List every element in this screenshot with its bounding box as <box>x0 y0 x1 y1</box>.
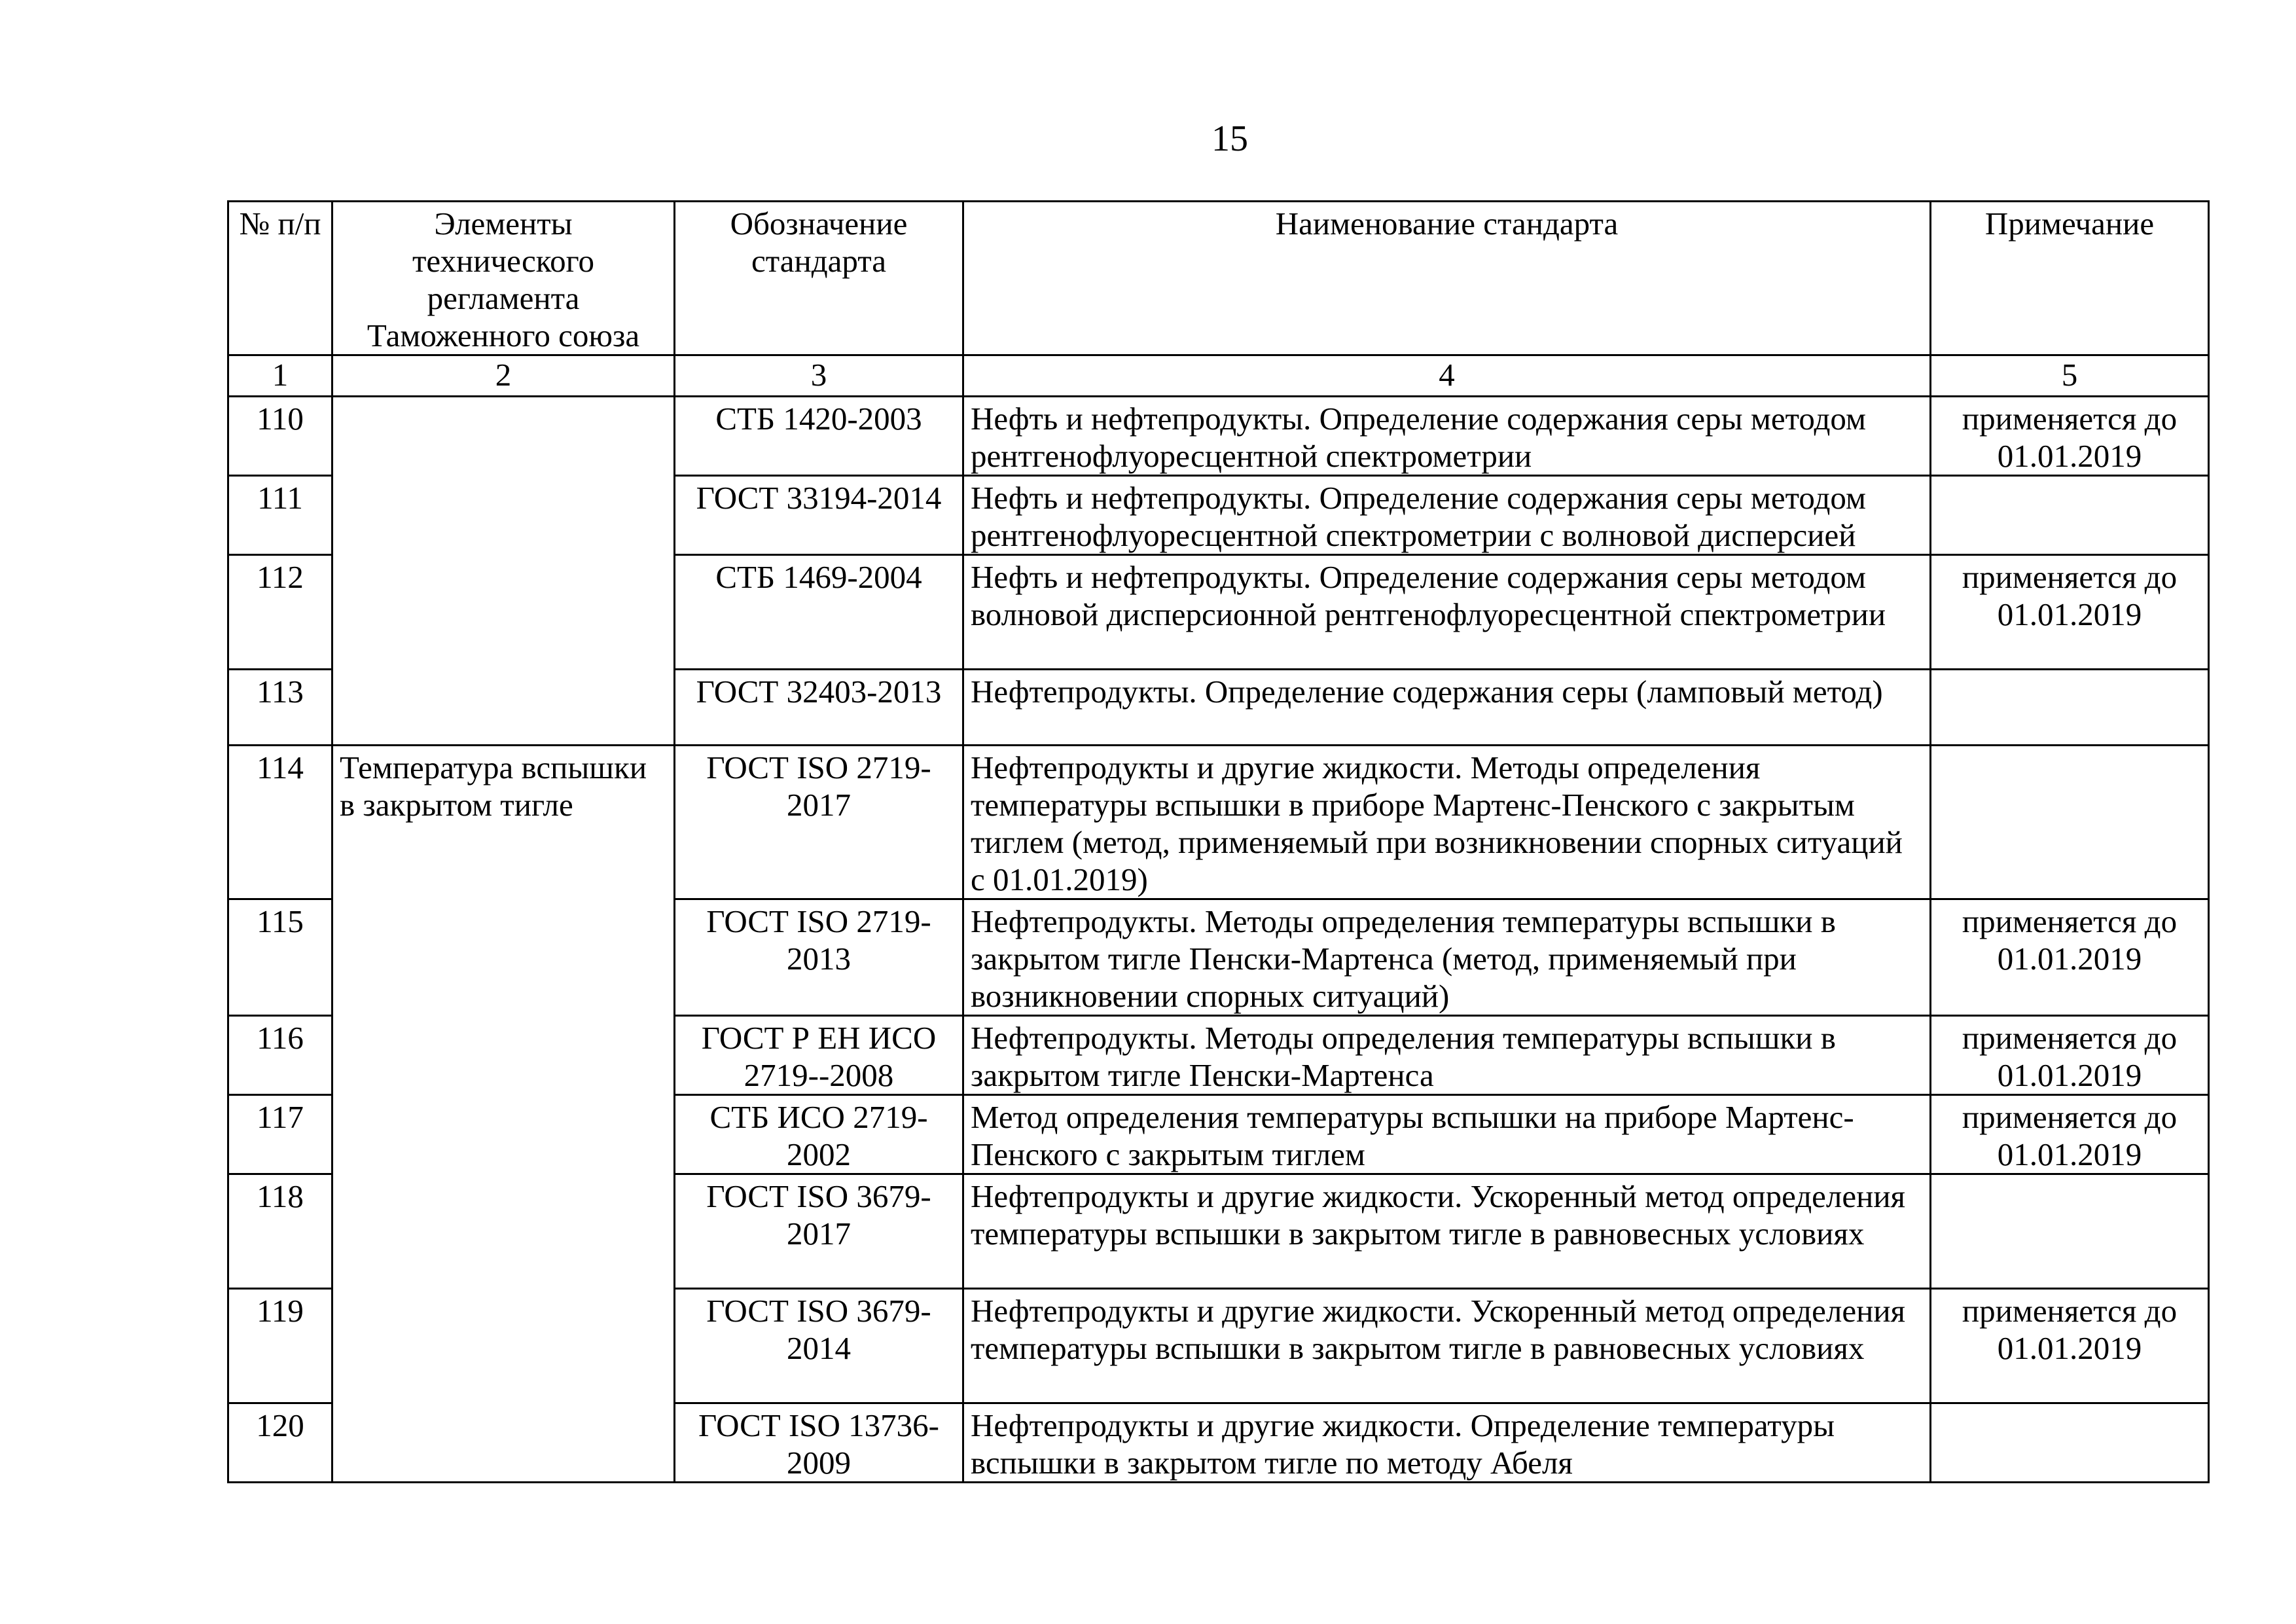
standard-name: Нефть и нефтепродукты. Определение содержания серы методом волновой дисперсионной рентгенофлуоресцентной спектрометрии <box>963 555 1931 670</box>
standard-code: ГОСТ 33194-2014 <box>675 476 963 555</box>
table-row <box>228 746 2209 899</box>
regulation-element <box>332 397 675 746</box>
regulation-element: Температура вспышки в закрытом тигле <box>332 746 675 1483</box>
standard-code: ГОСТ ISO 3679-2014 <box>675 1289 963 1403</box>
column-number: 1 <box>228 355 332 397</box>
standard-note <box>1931 1403 2209 1483</box>
row-number: 115 <box>228 899 332 1016</box>
standard-note: применяется до 01.01.2019 <box>1931 899 2209 1016</box>
standard-note <box>1931 746 2209 899</box>
standard-note: применяется до 01.01.2019 <box>1931 555 2209 670</box>
row-number: 113 <box>228 670 332 746</box>
row-number: 120 <box>228 1403 332 1483</box>
standard-code: ГОСТ ISO 13736-2009 <box>675 1403 963 1483</box>
header-note: Примечание <box>1931 202 2209 355</box>
header-code: Обозначение стандарта <box>675 202 963 355</box>
standards-table <box>227 200 2210 1483</box>
standard-name: Нефтепродукты и другие жидкости. Ускоренный метод определения температуры вспышки в закрытом тигле в равновесных условиях <box>963 1174 1931 1289</box>
standard-name: Метод определения температуры вспышки на приборе Мартенс-Пенского с закрытым тиглем <box>963 1095 1931 1174</box>
standard-note: применяется до 01.01.2019 <box>1931 1095 2209 1174</box>
standard-note <box>1931 1174 2209 1289</box>
row-number: 119 <box>228 1289 332 1403</box>
row-number: 112 <box>228 555 332 670</box>
row-number: 114 <box>228 746 332 899</box>
standard-code: СТБ ИСО 2719-2002 <box>675 1095 963 1174</box>
standard-note <box>1931 670 2209 746</box>
column-number: 3 <box>675 355 963 397</box>
row-number: 118 <box>228 1174 332 1289</box>
standard-name: Нефтепродукты и другие жидкости. Методы определения температуры вспышки в приборе Мартенс-Пенского с закрытым тиглем (метод, применяемый при возникновении спорных ситуаций с 01.01.2019) <box>963 746 1931 899</box>
standard-code: СТБ 1469-2004 <box>675 555 963 670</box>
table-body <box>228 397 2209 1483</box>
standard-code: ГОСТ 32403-2013 <box>675 670 963 746</box>
header-row <box>228 202 2209 355</box>
header-name: Наименование стандарта <box>963 202 1931 355</box>
row-number: 117 <box>228 1095 332 1174</box>
standard-code: ГОСТ ISO 2719-2017 <box>675 746 963 899</box>
row-number: 110 <box>228 397 332 476</box>
column-number: 2 <box>332 355 675 397</box>
row-number: 116 <box>228 1016 332 1095</box>
table-row <box>228 397 2209 476</box>
standard-code: СТБ 1420-2003 <box>675 397 963 476</box>
column-number: 5 <box>1931 355 2209 397</box>
row-number: 111 <box>228 476 332 555</box>
page-number: 15 <box>1211 118 1248 159</box>
standard-name: Нефть и нефтепродукты. Определение содержания серы методом рентгенофлуоресцентной спектрометрии <box>963 397 1931 476</box>
standard-note: применяется до 01.01.2019 <box>1931 1289 2209 1403</box>
standard-name: Нефтепродукты. Определение содержания серы (ламповый метод) <box>963 670 1931 746</box>
standard-note: применяется до 01.01.2019 <box>1931 1016 2209 1095</box>
standard-code: ГОСТ ISO 2719-2013 <box>675 899 963 1016</box>
standard-name: Нефтепродукты и другие жидкости. Ускоренный метод определения температуры вспышки в закрытом тигле в равновесных условиях <box>963 1289 1931 1403</box>
standard-note <box>1931 476 2209 555</box>
standard-code: ГОСТ Р ЕН ИСО 2719--2008 <box>675 1016 963 1095</box>
standard-name: Нефтепродукты и другие жидкости. Определение температуры вспышки в закрытом тигле по методу Абеля <box>963 1403 1931 1483</box>
standard-code: ГОСТ ISO 3679-2017 <box>675 1174 963 1289</box>
standard-name: Нефтепродукты. Методы определения температуры вспышки в закрытом тигле Пенски-Мартенса (метод, применяемый при возникновении спорных ситуаций) <box>963 899 1931 1016</box>
header-element: Элементы технического регламента Таможенного союза <box>332 202 675 355</box>
column-number-row <box>228 355 2209 397</box>
standard-name: Нефтепродукты. Методы определения температуры вспышки в закрытом тигле Пенски-Мартенса <box>963 1016 1931 1095</box>
standard-note: применяется до 01.01.2019 <box>1931 397 2209 476</box>
column-number: 4 <box>963 355 1931 397</box>
standard-name: Нефть и нефтепродукты. Определение содержания серы методом рентгенофлуоресцентной спектрометрии с волновой дисперсией <box>963 476 1931 555</box>
header-number: № п/п <box>228 202 332 355</box>
